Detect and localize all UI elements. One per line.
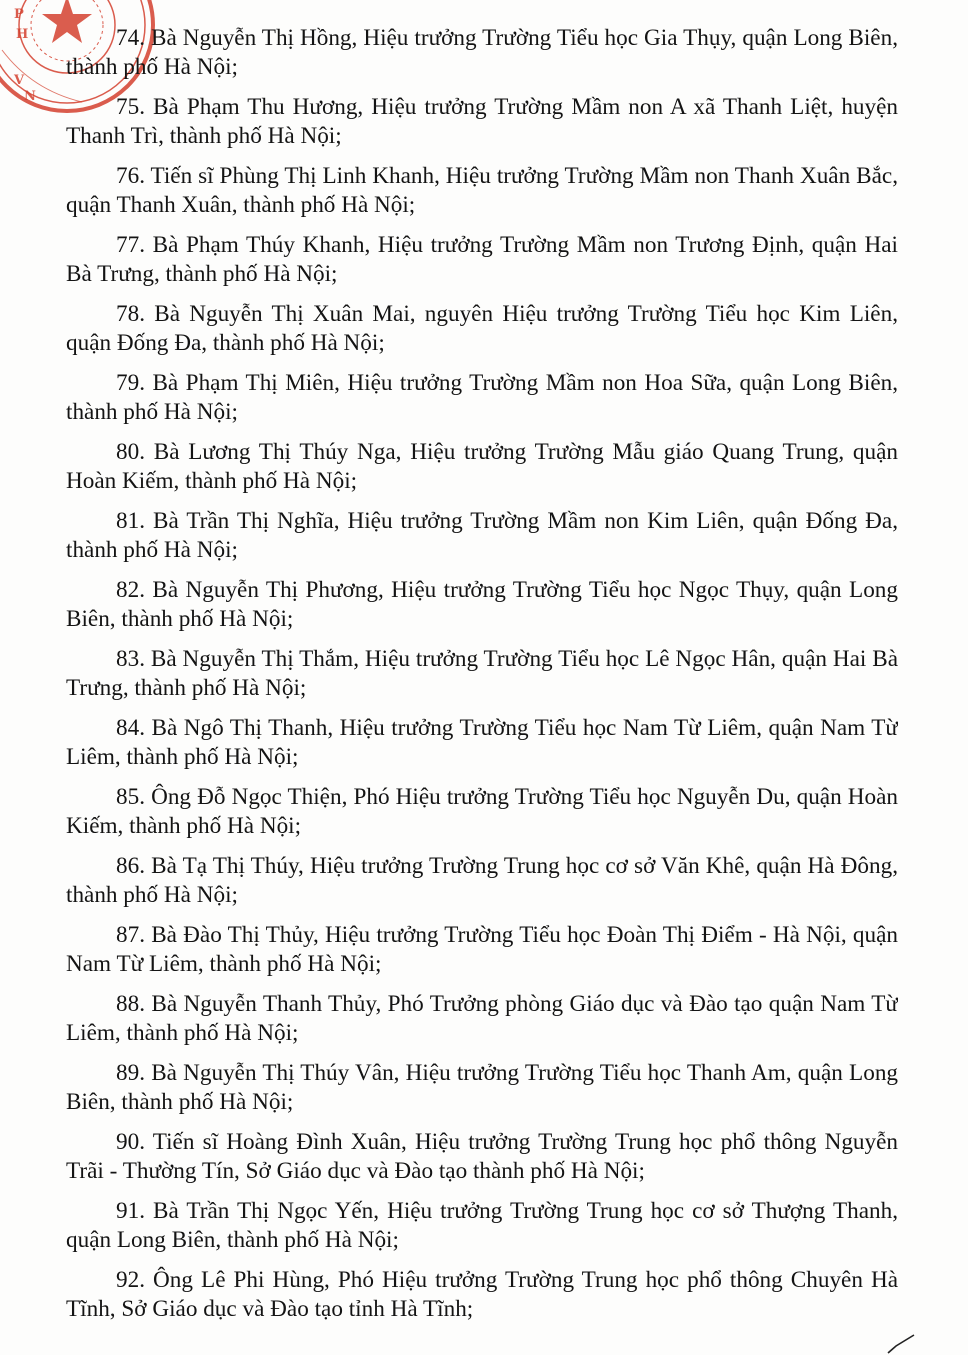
list-item: [66, 300, 898, 358]
item-number: 81.: [116, 508, 145, 534]
item-text: Ông Lê Phi Hùng, Phó Hiệu trưởng Trường Trung học phổ thông Chuyên Hà Tĩnh, Sở Giáo dục và Đào tạo tỉnh Hà Tĩnh;: [66, 1267, 898, 1322]
item-number: 89.: [116, 1060, 145, 1086]
item-text: Bà Trần Thị Nghĩa, Hiệu trưởng Trường Mầm non Kim Liên, quận Đống Đa, thành phố Hà Nội;: [66, 508, 898, 563]
item-text: Tiến sĩ Phùng Thị Linh Khanh, Hiệu trưởng Trường Mầm non Thanh Xuân Bắc, quận Thanh Xuân, thành phố Hà Nội;: [66, 163, 898, 218]
item-text: Bà Nguyễn Thị Thắm, Hiệu trưởng Trường Tiểu học Lê Ngọc Hân, quận Hai Bà Trưng, thành phố Hà Nội;: [66, 646, 898, 701]
list-item: [66, 93, 898, 151]
item-text: Bà Lương Thị Thúy Nga, Hiệu trưởng Trường Mẫu giáo Quang Trung, quận Hoàn Kiếm, thành phố Hà Nội;: [66, 439, 898, 494]
item-text: Ông Đỗ Ngọc Thiện, Phó Hiệu trưởng Trường Tiểu học Nguyễn Du, quận Hoàn Kiếm, thành phố Hà Nội;: [66, 784, 898, 839]
item-number: 86.: [116, 853, 145, 879]
seal-letter-n: N: [24, 89, 36, 104]
item-text: Bà Phạm Thúy Khanh, Hiệu trưởng Trường Mầm non Trương Định, quận Hai Bà Trưng, thành phố Hà Nội;: [66, 232, 898, 287]
item-number: 80.: [116, 439, 145, 465]
item-text: Bà Ngô Thị Thanh, Hiệu trưởng Trường Tiểu học Nam Từ Liêm, quận Nam Từ Liêm, thành phố Hà Nội;: [66, 715, 898, 770]
list-item: [66, 1266, 898, 1324]
item-number: 85.: [116, 784, 145, 810]
list-item: [66, 162, 898, 220]
item-number: 84.: [116, 715, 145, 741]
seal-letter-h: H: [16, 27, 29, 42]
list-item: [66, 852, 898, 910]
list-item: [66, 369, 898, 427]
list-item: [66, 1059, 898, 1117]
list-item: [66, 1197, 898, 1255]
item-text: Bà Phạm Thu Hương, Hiệu trưởng Trường Mầm non A xã Thanh Liệt, huyện Thanh Trì, thành phố Hà Nội;: [66, 94, 898, 149]
list-item: [66, 783, 898, 841]
appointment-list: [66, 24, 898, 1335]
item-text: Bà Trần Thị Ngọc Yến, Hiệu trưởng Trường Trung học cơ sở Thượng Thanh, quận Long Biên, thành phố Hà Nội;: [66, 1198, 898, 1253]
item-number: 77.: [116, 232, 145, 258]
item-text: Bà Nguyễn Thị Thúy Vân, Hiệu trưởng Trường Tiểu học Thanh Am, quận Long Biên, thành phố Hà Nội;: [66, 1060, 898, 1115]
item-text: Bà Phạm Thị Miên, Hiệu trưởng Trường Mầm non Hoa Sữa, quận Long Biên, thành phố Hà Nội;: [66, 370, 898, 425]
item-text: Bà Nguyễn Thị Xuân Mai, nguyên Hiệu trưởng Trường Tiểu học Kim Liên, quận Đống Đa, thành phố Hà Nội;: [66, 301, 898, 356]
list-item: [66, 645, 898, 703]
item-number: 76.: [116, 163, 145, 189]
list-item: [66, 990, 898, 1048]
seal-letter-v: V: [14, 73, 25, 88]
item-text: Bà Đào Thị Thủy, Hiệu trưởng Trường Tiểu học Đoàn Thị Điểm - Hà Nội, quận Nam Từ Liêm, thành phố Hà Nội;: [66, 922, 898, 977]
check-mark-icon: [886, 1334, 916, 1355]
item-number: 75.: [116, 94, 145, 120]
item-text: Bà Tạ Thị Thúy, Hiệu trưởng Trường Trung học cơ sở Văn Khê, quận Hà Đông, thành phố Hà Nội;: [66, 853, 898, 908]
list-item: [66, 24, 898, 82]
item-text: Bà Nguyễn Thị Phương, Hiệu trưởng Trường Tiểu học Ngọc Thụy, quận Long Biên, thành phố Hà Nội;: [66, 577, 898, 632]
list-item: [66, 1128, 898, 1186]
item-text: Bà Nguyễn Thị Hồng, Hiệu trưởng Trường Tiểu học Gia Thụy, quận Long Biên, thành phố Hà Nội;: [66, 25, 898, 80]
item-number: 78.: [116, 301, 145, 327]
list-item: [66, 507, 898, 565]
item-number: 88.: [116, 991, 145, 1017]
seal-letter-p: P: [14, 7, 24, 22]
item-number: 82.: [116, 577, 145, 603]
item-number: 79.: [116, 370, 145, 396]
list-item: [66, 921, 898, 979]
list-item: [66, 231, 898, 289]
item-text: Tiến sĩ Hoàng Đình Xuân, Hiệu trưởng Trường Trung học phổ thông Nguyễn Trãi - Thường Tín, Sở Giáo dục và Đào tạo thành phố Hà Nội;: [66, 1129, 898, 1184]
item-number: 90.: [116, 1129, 145, 1155]
list-item: [66, 576, 898, 634]
item-number: 74.: [116, 25, 145, 51]
list-item: [66, 714, 898, 772]
item-number: 92.: [116, 1267, 145, 1293]
list-item: [66, 438, 898, 496]
item-number: 87.: [116, 922, 145, 948]
item-text: Bà Nguyễn Thanh Thủy, Phó Trưởng phòng Giáo dục và Đào tạo quận Nam Từ Liêm, thành phố Hà Nội;: [66, 991, 898, 1046]
item-number: 83.: [116, 646, 145, 672]
item-number: 91.: [116, 1198, 145, 1224]
